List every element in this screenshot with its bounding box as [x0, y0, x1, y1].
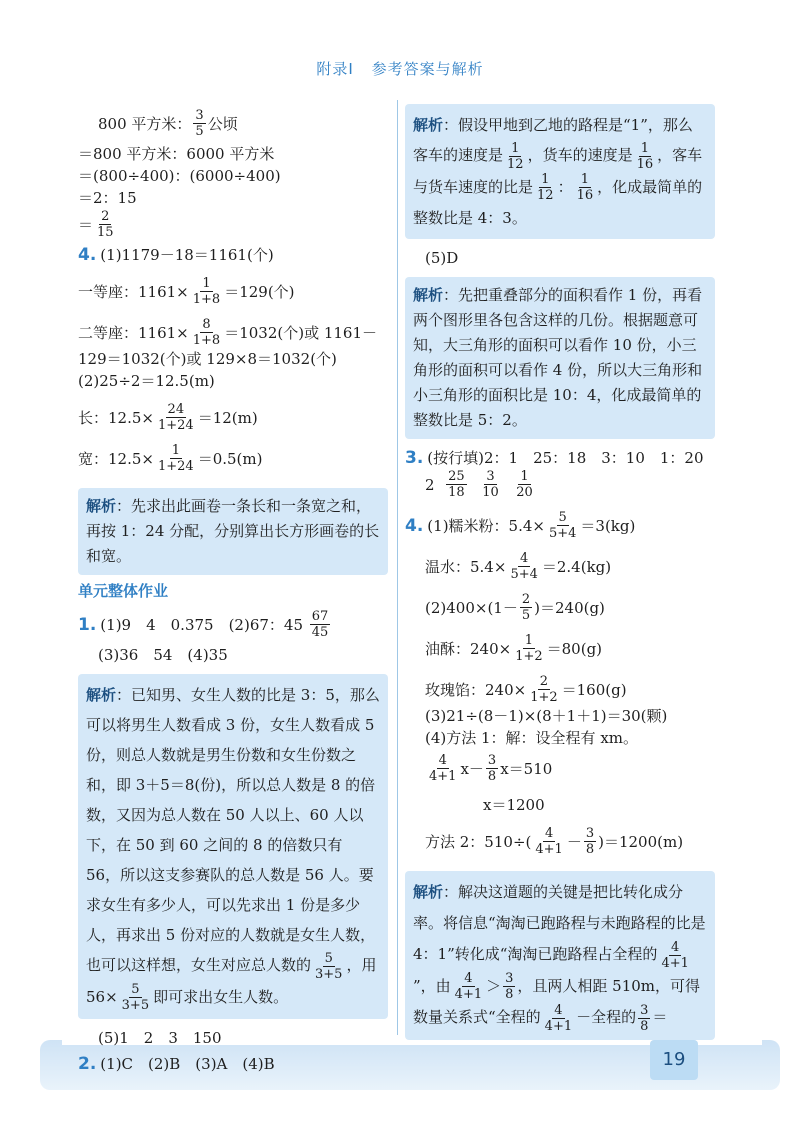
- fraction: $\frac{3}{8}$: [585, 826, 595, 857]
- fraction: $\frac{24}{1+24}$: [157, 402, 194, 433]
- fraction: $\frac{3}{8}$: [640, 1002, 649, 1034]
- fraction: $\frac{4}{4+1}$: [454, 971, 483, 1002]
- analysis-box: [405, 277, 715, 439]
- fraction: $\frac{3}{8}$: [505, 971, 514, 1002]
- section-title: 单元整体作业: [78, 582, 169, 600]
- analysis-text: ：先把重叠部分的面积看作 1 份，再看两个图形里各包含这样的几份。根据题意可知，大三角形的面积可以看作 10 份，小三角形的面积可以看作 4 份，所以大三角形和小三角形的面积比是 10：4，化成最简单的整数比是 5：2。: [413, 286, 703, 429]
- fraction: $\frac{3}{5}$: [195, 108, 204, 139]
- analysis-label: 解析: [86, 497, 117, 515]
- question-1: 1. (1)9 4 0.375 (2)67：45 $\frac{67}{45}$: [78, 609, 329, 640]
- calc-line: 方法 2：510÷( $\frac{4}{4+1}$ － $\frac{3}{8}$ )＝1200(m): [425, 826, 684, 857]
- answer-line: (5)1 2 3 150: [98, 1029, 222, 1047]
- fraction: $\frac{1}{16}$: [576, 172, 594, 203]
- analysis-label: 解析: [413, 116, 444, 134]
- analysis-label: 解析: [86, 686, 117, 704]
- question-number: 4.: [405, 515, 424, 536]
- fraction: $\frac{2}{5}$: [521, 592, 531, 623]
- calc-line: ＝ $\frac{2}{15}$: [78, 209, 114, 240]
- fraction: $\frac{1}{12}$: [537, 172, 554, 203]
- fraction: $\frac{4}{4+1}$: [661, 939, 689, 971]
- calc-line: ＝800 平方米：6000 平方米: [78, 145, 275, 163]
- calc-line: 油酥：240× $\frac{1}{1+2}$ ＝80(g): [425, 633, 603, 664]
- fraction: $\frac{1}{1+24}$: [157, 443, 194, 474]
- calc-line: (2)400×(1－ $\frac{2}{5}$ )＝240(g): [425, 592, 605, 623]
- calc-line: (3)21÷(8－1)×(8＋1＋1)＝30(颗): [425, 707, 668, 725]
- analysis-text: ：已知男、女生人数的比是 3：5，那么可以将男生人数看成 3 份，女生人数看成 5 份，则总人数就是男生份数和女生份数之和，即 3＋5＝8(份)，所以总人数是 8 的倍数，又因为总人数在 50 人以上、60 人以下，在 50 到 60 之间的 8 的倍数只有 56，所以这支参赛队的总人数是 56 人。要求女生有多少人，可以先求出 1 份是多少人，再求出 5 份对应的人数就是女生人数，也可以这样想，女生对应总人数的: [86, 686, 380, 974]
- question-3: 3. (按行填)2：1 25：18 3：10 1：20: [405, 448, 704, 468]
- fraction: $\frac{5}{3+5}$: [315, 950, 343, 982]
- calc-line: 玫瑰馅：240× $\frac{2}{1+2}$ ＝160(g): [425, 674, 627, 705]
- fraction: $\frac{1}{20}$: [516, 469, 533, 500]
- fraction: $\frac{25}{18}$: [448, 469, 465, 500]
- analysis-box: 解析：已知男、女生人数的比是 3：5，那么可以将男生人数看成 3 份，女生人数看成 5 份，则总人数就是男生份数和女生份数之和，即 3＋5＝8(份)，所以总人数是 8 的倍数，又因为总人数在 50 人以上、60 人以下，在 50 到 60 之间的 8 的倍数只有 56，所以这支参赛队的总人数是 56 人。要求女生有多少人，可以先求出 1 份是多少人，再求出 5 份对应的人数就是女生人数，也可以这样想，女生对应总人数的 $\frac{5}{3+5}$ ，用 56× $\frac{5}{3+5}$ 即可求出女生人数。: [78, 674, 388, 1019]
- right-column: [405, 100, 715, 1044]
- text: 公顷: [207, 114, 238, 133]
- analysis-text: ：先求出此画卷一条长和一条宽之和，再按 1：24 分配，分别算出长方形画卷的长和宽。: [86, 497, 380, 565]
- answer-line: (3)36 54 (4)35: [98, 646, 228, 664]
- question-number: 2.: [78, 1054, 97, 1074]
- answer-line: 2 $\frac{25}{18}$ $\frac{3}{10}$ $\frac{1}{20}$: [425, 469, 533, 500]
- left-column: [78, 108, 388, 1075]
- fraction: $\frac{67}{45}$: [311, 609, 329, 640]
- fraction: $\frac{5}{5+4}$: [548, 510, 577, 541]
- question-4: 4. (1)糯米粉：5.4× $\frac{5}{5+4}$ ＝3(kg): [405, 510, 636, 541]
- calc-line: 宽：12.5× $\frac{1}{1+24}$ ＝0.5(m): [78, 443, 263, 474]
- fraction: $\frac{2}{15}$: [97, 209, 114, 240]
- fraction: $\frac{2}{1+2}$: [530, 674, 558, 705]
- calc-line: 温水：5.4× $\frac{4}{5+4}$ ＝2.4(kg): [425, 551, 612, 582]
- running-header: [0, 58, 800, 79]
- question-number: 1.: [78, 614, 97, 635]
- text: 800 平方米：: [98, 114, 192, 133]
- fraction: $\frac{4}{4+1}$: [535, 826, 563, 857]
- fraction: $\frac{1}{1+8}$: [192, 276, 221, 307]
- fraction: $\frac{5}{3+5}$: [121, 982, 150, 1013]
- analysis-box: [78, 488, 388, 575]
- analysis-box: 解析：解决这道题的关键是把比转化成分率。将信息“淘淘已跑路程与未跑路程的比是 4：1”转化成“淘淘已跑路程占全程的 $\frac{4}{4+1}$ ”，由 $\frac{4}{4+1}$ ＞ $\frac{3}{8}$ ，且两人相距 510m，可得数量关系式“全程的 $\frac{4}{4+1}$ －全程的 $\frac{3}{8}$ ＝: [405, 871, 715, 1040]
- fraction: $\frac{1}{12}$: [507, 140, 524, 172]
- analysis-label: 解析: [413, 286, 444, 304]
- analysis-box: 解析：假设甲地到乙地的路程是“1”，那么客车的速度是 $\frac{1}{12}$ ，货车的速度是 $\frac{1}{16}$ ，客车与货车速度的比是 $\frac{1}{12}$ ： $\frac{1}{16}$ ，化成最简单的整数比是 4：3。: [405, 104, 715, 239]
- fraction: $\frac{4}{4+1}$: [544, 1002, 573, 1034]
- fraction: $\frac{1}{1+2}$: [515, 633, 543, 664]
- page-number: 19: [650, 1040, 698, 1080]
- appendix-label: 附录Ⅰ: [316, 60, 354, 78]
- question-number: 4.: [78, 245, 97, 265]
- question-number: 3.: [405, 448, 424, 468]
- calc-line: $\frac{4}{4+1}$ x－ $\frac{3}{8}$ x＝510: [429, 753, 553, 784]
- calc-line: x＝1200: [483, 796, 545, 814]
- calc-line: ＝2：15: [78, 189, 137, 207]
- calc-line: 一等座：1161× $\frac{1}{1+8}$ ＝129(个): [78, 276, 295, 307]
- calc-line: 二等座：1161× $\frac{8}{1+8}$ ＝1032(个)或 1161－: [78, 317, 378, 348]
- calc-line: [78, 108, 388, 139]
- calc-line: ＝(800÷400)：(6000÷400): [78, 167, 281, 185]
- fraction: $\frac{4}{4+1}$: [429, 753, 457, 784]
- column-divider: [397, 100, 398, 1035]
- calc-line: (2)25÷2＝12.5(m): [78, 372, 215, 390]
- calc-line: (4)方法 1：解：设全程有 xm。: [425, 729, 639, 747]
- calc-line: 长：12.5× $\frac{24}{1+24}$ ＝12(m): [78, 402, 258, 433]
- fraction: $\frac{1}{16}$: [636, 140, 654, 172]
- fraction: $\frac{3}{10}$: [482, 469, 499, 500]
- calc-line: 129＝1032(个)或 129×8＝1032(个): [78, 350, 337, 368]
- question-2: 2. (1)C (2)B (3)A (4)B: [78, 1054, 275, 1074]
- header-title: 参考答案与解析: [371, 60, 484, 78]
- fraction: $\frac{4}{5+4}$: [510, 551, 538, 582]
- analysis-label: 解析: [413, 883, 444, 901]
- fraction: $\frac{3}{8}$: [487, 753, 497, 784]
- fraction: $\frac{8}{1+8}$: [192, 317, 221, 348]
- question-4: 4. (1)1179－18＝1161(个): [78, 245, 274, 265]
- answer-line: (5)D: [425, 249, 459, 267]
